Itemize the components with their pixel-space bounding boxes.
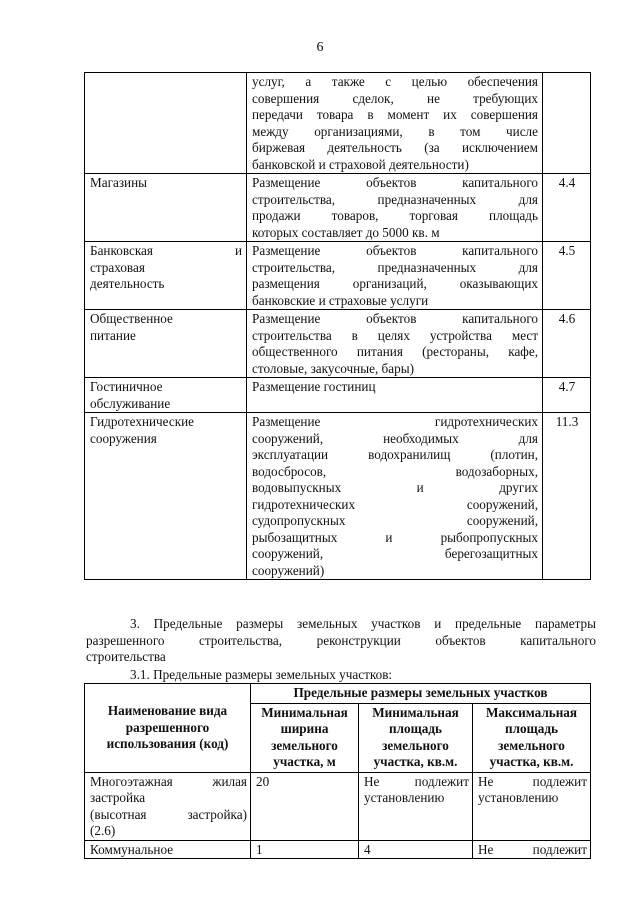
usage-code-cell: 4.7	[543, 378, 591, 413]
header-usage-type	[85, 684, 251, 773]
table-row	[85, 73, 591, 174]
header-line: земельного	[271, 737, 338, 753]
usage-name-line: застройка	[90, 790, 146, 805]
description-line: строительства в целях устройства мест	[252, 327, 538, 343]
max-area-line: установлению	[478, 790, 559, 805]
page-number: 6	[316, 40, 324, 55]
usage-name-cell	[85, 73, 247, 174]
header-max-area	[473, 703, 591, 772]
usage-description-cell	[247, 242, 543, 310]
min-area-line: 4	[364, 841, 371, 857]
description-line: Размещение объектов капитального	[252, 311, 538, 326]
header-line: ширина	[280, 721, 329, 736]
usage-name-line: питание	[90, 327, 136, 343]
usage-name-line: Банковская и	[90, 243, 242, 258]
header-line: разрешенного	[125, 719, 210, 735]
description-line: судопропускных сооружений,	[252, 513, 538, 528]
description-line: передачи товара в момент их совершения	[252, 107, 538, 122]
description-line: продажи товаров, торговая площадь	[252, 208, 538, 223]
description-line: размещения организаций, оказывающих	[252, 276, 538, 291]
usage-name-line: Коммунальное	[90, 841, 174, 857]
usage-description-cell	[247, 310, 543, 378]
usage-code-cell: 4.5	[543, 242, 591, 310]
min-area-line: установлению	[364, 790, 445, 805]
usage-name-cell	[85, 378, 247, 413]
usage-description-cell	[247, 73, 543, 174]
table-row	[85, 378, 591, 413]
header-line: участка, кв.м.	[373, 754, 458, 769]
description-line: столовые, закусочные, бары)	[252, 360, 414, 376]
table-row	[85, 772, 591, 840]
description-line: сооружений, берегозащитных	[252, 546, 538, 561]
header-line: площадь	[389, 721, 442, 736]
table-row	[85, 310, 591, 378]
description-line: Размещение гидротехнических	[252, 414, 538, 429]
description-line: строительства, предназначенных для	[252, 259, 538, 275]
min-width-cell: 20	[251, 772, 359, 840]
header-plot-limits: Предельные размеры земельных участков	[251, 684, 591, 704]
usage-name-line: сооружения	[90, 430, 157, 446]
table-row	[85, 174, 591, 242]
section-3-1-paragraph: 3.1. Предельные размеры земельных участков:	[130, 667, 393, 682]
usage-name-line: деятельность	[90, 276, 165, 291]
header-line: площадь	[505, 721, 558, 736]
usage-name-line: Магазины	[90, 175, 148, 190]
header-line: земельного	[498, 737, 565, 753]
table-row	[85, 242, 591, 310]
max-area-cell	[473, 772, 591, 840]
description-line: Размещение объектов капитального	[252, 175, 538, 190]
description-line: Размещение объектов капитального	[252, 243, 538, 258]
usage-name-line: Общественное	[90, 311, 173, 326]
usage-name-line: (высотная застройка)	[90, 806, 247, 822]
usage-name-cell	[85, 174, 247, 242]
usage-description-cell	[247, 174, 543, 242]
section-3-paragraph	[86, 616, 596, 666]
usage-description-cell	[247, 413, 543, 580]
header-min-width	[251, 703, 359, 772]
max-area-cell	[473, 840, 591, 859]
description-line: сооружений)	[252, 562, 325, 578]
header-line: Наименование вида	[107, 703, 228, 718]
usage-code-cell: 4.4	[543, 174, 591, 242]
section-3-line: строительства	[86, 649, 166, 664]
description-line: эксплуатации водохранилищ (плотин,	[252, 447, 538, 462]
description-line: гидротехнических сооружений,	[252, 496, 538, 512]
header-line: участка, м	[273, 754, 336, 769]
min-area-cell	[359, 772, 473, 840]
header-line: использования (код)	[106, 736, 229, 751]
header-line: участка, кв.м.	[489, 754, 574, 769]
land-use-table-body	[85, 73, 591, 580]
header-line: Минимальная	[261, 704, 348, 720]
section-3-line: разрешенного строительства, реконструкции объектов капитального	[86, 632, 596, 648]
max-area-line: Не подлежит	[478, 773, 587, 789]
usage-code-cell: 4.6	[543, 310, 591, 378]
table-row	[85, 840, 591, 859]
usage-name-line: Гостиничное	[90, 379, 163, 394]
max-area-line: Не подлежит	[478, 841, 587, 857]
usage-name-line: (2.6)	[90, 823, 116, 838]
header-min-area	[359, 703, 473, 772]
usage-name-cell	[85, 310, 247, 378]
description-line: которых составляет до 5000 кв. м	[252, 224, 440, 240]
description-line: сооружений, необходимых для	[252, 430, 538, 446]
description-line: водосбросов, водозаборных,	[252, 463, 538, 479]
usage-code-cell	[543, 73, 591, 174]
description-line: строительства, предназначенных для	[252, 191, 538, 207]
usage-name-line: страховая	[90, 259, 145, 275]
header-line: земельного	[382, 737, 449, 753]
usage-name-line: Гидротехнические	[90, 414, 195, 429]
description-line: банковские и страховые услуги	[252, 292, 429, 308]
description-line: водовыпускных и других	[252, 480, 538, 495]
min-width-cell: 1	[251, 840, 359, 859]
min-area-line: Не подлежит	[364, 773, 469, 789]
min-area-cell	[359, 840, 473, 859]
description-line: банковской и страховой деятельности)	[252, 156, 469, 172]
land-use-table	[84, 72, 591, 580]
usage-name-cell	[85, 772, 251, 840]
description-line: совершения сделок, не требующих	[252, 90, 538, 106]
description-line: между организациями, в том числе	[252, 123, 538, 139]
usage-name-line: Многоэтажная жилая	[90, 773, 247, 789]
plot-size-table	[84, 683, 591, 859]
usage-code-cell: 11.3	[543, 413, 591, 580]
usage-name-line: обслуживание	[90, 395, 171, 411]
description-line: биржевая деятельность (за исключением	[252, 140, 538, 155]
header-line: Максимальная	[485, 704, 578, 720]
plot-size-table-body	[85, 772, 591, 859]
table-row	[85, 413, 591, 580]
usage-name-cell	[85, 242, 247, 310]
usage-description-cell	[247, 378, 543, 413]
description-line: Размещение гостиниц	[252, 379, 376, 394]
description-line: рыбозащитных и рыбопропускных	[252, 529, 538, 545]
section-3-line: 3. Предельные размеры земельных участков и предельные параметры	[130, 616, 596, 631]
usage-name-cell	[85, 413, 247, 580]
usage-name-cell	[85, 840, 251, 859]
header-line: Минимальная	[372, 704, 459, 720]
description-line: общественного питания (рестораны, кафе,	[252, 344, 538, 359]
description-line: услуг, а также с целью обеспечения	[252, 74, 538, 89]
